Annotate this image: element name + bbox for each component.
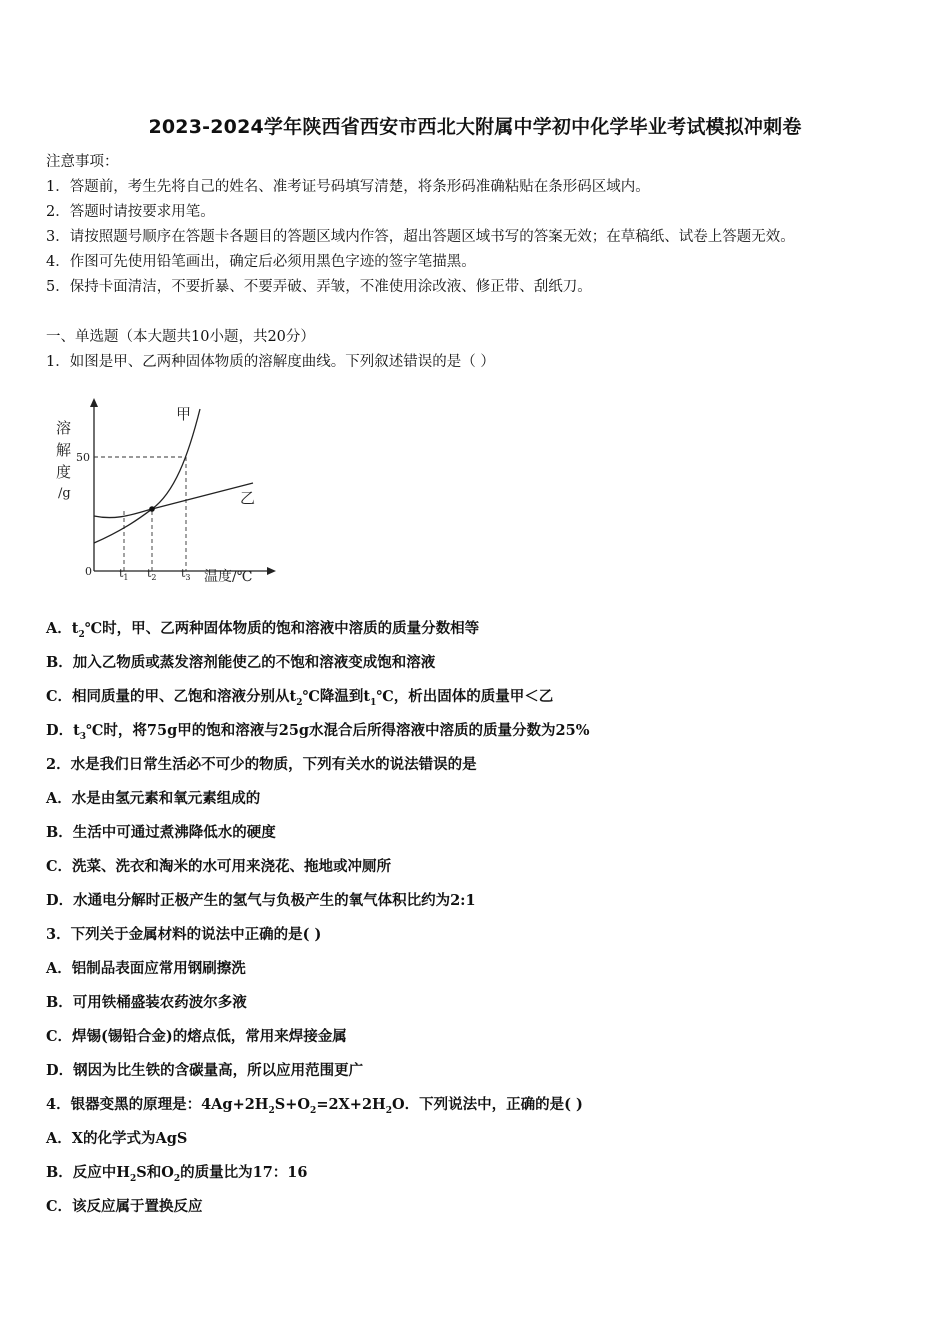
question-1-option-c: C．相同质量的甲、乙饱和溶液分别从$t_2℃$降温到$t_1℃$，析出固体的质量甲＜乙 — [46, 688, 554, 708]
x-tick-t3: $t_3$ — [181, 567, 191, 582]
y-tick-50: 50 — [76, 451, 90, 464]
question-2-option-a: A．水是由氢元素和氧元素组成的 — [46, 790, 261, 807]
solubility-curve-graph — [48, 393, 288, 593]
notice-item-5: 5．保持卡面清洁，不要折暴、不要弄破、弄皱，不准使用涂改液、修正带、刮纸刀。 — [46, 279, 592, 295]
question-3-option-d: D．钢因为比生铁的含碳量高，所以应用范围更广 — [46, 1062, 364, 1079]
x-tick-t1: $t_1$ — [119, 567, 129, 582]
x-tick-t2: $t_2$ — [147, 567, 157, 582]
question-2-option-b: B．生活中可通过煮沸降低水的硬度 — [46, 824, 276, 841]
notice-heading: 注意事项： — [46, 154, 119, 170]
question-4-option-a: A．X的化学式为AgS — [46, 1130, 188, 1147]
intersection-point — [149, 506, 155, 512]
section-heading: 一、单选题（本大题共10小题，共20分） — [46, 329, 315, 345]
curve-jia — [94, 409, 200, 543]
notice-item-4: 4．作图可先使用铅笔画出，确定后必须用黑色字迹的签字笔描黑。 — [46, 254, 476, 270]
y-label-4: /g — [58, 486, 71, 501]
question-1-option-b: B．加入乙物质或蒸发溶剂能使乙的不饱和溶液变成饱和溶液 — [46, 654, 436, 671]
notice-item-1: 1．答题前，考生先将自己的姓名、准考证号码填写清楚，将条形码准确粘贴在条形码区域内。 — [46, 179, 650, 195]
question-2-stem: 2．水是我们日常生活必不可少的物质，下列有关水的说法错误的是 — [46, 756, 477, 773]
x-axis-arrow — [267, 567, 276, 575]
curve-jia-label: 甲 — [176, 405, 192, 423]
question-2-option-d: D．水通电分解时正极产生的氢气与负极产生的氧气体积比约为2:1 — [46, 892, 476, 909]
question-1-option-d: D．$t_3℃$时，将75g甲的饱和溶液与25g水混合后所得溶液中溶质的质量分数为25% — [46, 722, 590, 742]
x-label: 温度/℃ — [204, 569, 253, 585]
y-axis-arrow — [90, 398, 98, 407]
question-4-option-b: B．反应中$H_2S$和$O_2$的质量比为17：16 — [46, 1164, 308, 1184]
curve-yi-label: 乙 — [240, 489, 256, 507]
question-4-option-c: C．该反应属于置换反应 — [46, 1198, 203, 1215]
question-4-stem: 4．银器变黑的原理是：$4Ag+2H_2S+O_2=2X+2H_2O$．下列说法中，正确的是( ) — [46, 1096, 583, 1116]
notice-item-3: 3．请按照题号顺序在答题卡各题目的答题区域内作答，超出答题区域书写的答案无效；在草稿纸、试卷上答题无效。 — [46, 229, 795, 245]
question-3-stem: 3．下列关于金属材料的说法中正确的是( ) — [46, 926, 322, 943]
y-label-3: 度 — [56, 463, 72, 481]
question-3-option-c: C．焊锡(锡铅合金)的熔点低，常用来焊接金属 — [46, 1028, 347, 1045]
notice-item-2: 2．答题时请按要求用笔。 — [46, 204, 215, 220]
question-1-stem: 1．如图是甲、乙两种固体物质的溶解度曲线。下列叙述错误的是（ ） — [46, 354, 495, 370]
curve-yi — [94, 483, 256, 518]
question-1-option-a: A．$t_2℃$时，甲、乙两种固体物质的饱和溶液中溶质的质量分数相等 — [46, 620, 480, 640]
y-label-2: 解 — [56, 441, 72, 459]
question-2-option-c: C．洗菜、洗衣和淘米的水可用来浇花、拖地或冲厕所 — [46, 858, 392, 875]
question-3-option-b: B．可用铁桶盛装农药波尔多液 — [46, 994, 247, 1011]
page-title: 2023-2024学年陕西省西安市西北大附属中学初中化学毕业考试模拟冲刺卷 — [148, 116, 802, 138]
y-label-1: 溶 — [56, 419, 72, 437]
question-3-option-a: A．铝制品表面应常用钢刷擦洗 — [46, 960, 246, 977]
origin-label: 0 — [85, 565, 92, 578]
